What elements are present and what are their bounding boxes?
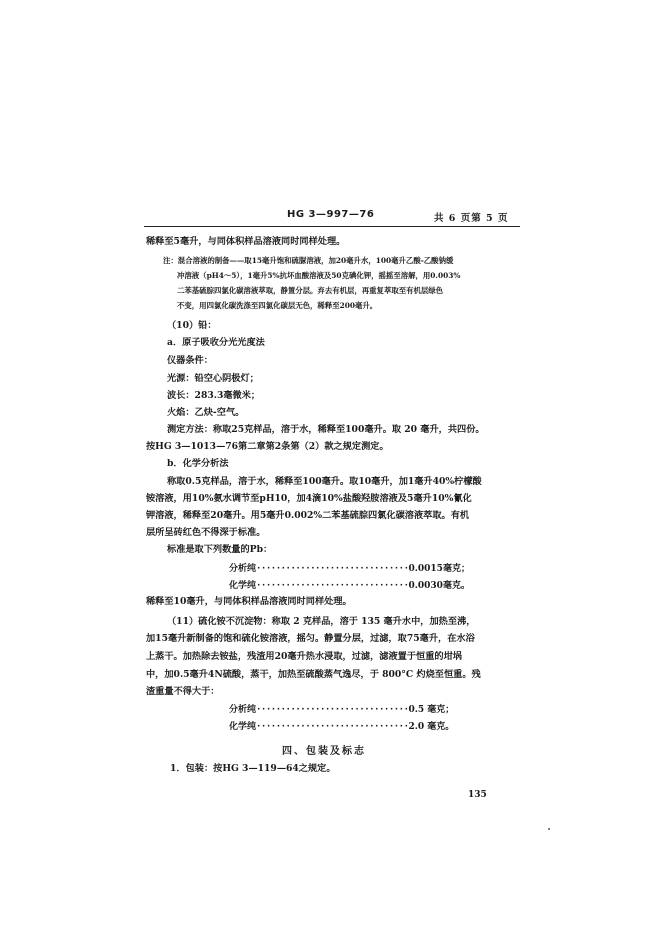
note-line: 冲溶液（pH4～5），1毫升5%抗坏血酸溶液及50克碘化钾，摇摇至溶解，用0.003% xyxy=(177,271,461,280)
wavelength: 波长：283.3毫微米； xyxy=(167,390,261,401)
section-10a-title: a．原子吸收分光光度法 xyxy=(167,337,265,348)
packing-line: 1．包装：按HG 3—119—64之规定。 xyxy=(170,763,336,774)
note-line: 不变，用四氯化碳洗涤至四氯化碳层无色，稀释至200毫升。 xyxy=(177,301,378,310)
page-number: 135 xyxy=(468,790,487,800)
paragraph-line: 加15毫升新制备的饱和硫化铵溶液，摇匀。静置分层，过滤，取75毫升，在水浴 xyxy=(146,633,475,644)
residue-level-analytical xyxy=(229,704,454,716)
paragraph-line: 渣重量不得大于： xyxy=(146,686,220,697)
paragraph-dilute-5ml: 稀释至5毫升，与同体积样品溶液同时同样处理。 xyxy=(146,236,346,247)
paragraph-line: 称取0.5克样品，溶于水，稀释至100毫升。取10毫升，加1毫升40%柠檬酸 xyxy=(167,476,482,487)
grade-value: 0.0030毫克。 xyxy=(408,581,470,591)
pb-level-chemical xyxy=(229,580,470,592)
paragraph-line: 钾溶液，稀释至20毫升。用5毫升0.002%二苯基硫腙四氯化碳溶液萃取。有机 xyxy=(146,510,470,521)
grade-name: 分析纯 xyxy=(229,564,257,574)
dot-leader: ······························· xyxy=(256,564,409,574)
instrument-conditions-label: 仪器条件： xyxy=(167,355,213,366)
paragraph-dilute-10ml: 稀释至10毫升，与同体积样品溶液同时同样处理。 xyxy=(146,596,352,607)
paragraph-line: 中，加0.5毫升4N硫酸，蒸干，加热至硫酸蒸气逸尽，于 800°C 灼烧至恒重。残 xyxy=(146,669,481,680)
grade-value: 0.0015毫克； xyxy=(408,564,470,574)
page-info: 共 6 页第 5 页 xyxy=(434,213,509,224)
paragraph-line: 铵溶液，用10%氨水调节至pH10，加4滴10%盐酸羟胺溶液及5毫升10%氰化 xyxy=(146,493,472,504)
standard-intro: 标准是取下列数量的Pb： xyxy=(167,544,273,555)
note-line: 注：混合溶液的制备——取15毫升饱和硫脲溶液，加20毫升水，100毫升乙酸-乙酸钠缓 xyxy=(163,256,454,265)
dot-leader: ······························· xyxy=(256,705,409,715)
paragraph-line: （11）硫化铵不沉淀物：称取 2 克样品，溶于 135 毫升水中，加热至沸， xyxy=(167,616,476,627)
grade-value: 2.0 毫克。 xyxy=(408,722,455,732)
section-4-title: 四、包装及标志 xyxy=(282,746,366,757)
grade-name: 化学纯 xyxy=(229,722,257,732)
paragraph-line: 层所呈砖红色不得深于标准。 xyxy=(146,527,266,538)
standard-number: HG 3—997—76 xyxy=(287,209,375,220)
note-line: 二苯基硫腙四氯化碳溶液萃取，静置分层。弃去有机层，再重复萃取至有机层绿色 xyxy=(177,286,444,295)
method-line-2: 按HG 3—1013—76第二章第2条第（2）款之规定测定。 xyxy=(146,441,389,452)
flame: 火焰：乙炔-空气。 xyxy=(167,407,245,418)
dot-leader: ······························· xyxy=(256,581,409,591)
method-line-1: 测定方法：称取25克样品，溶于水，稀释至100毫升。取 20 毫升，共四份。 xyxy=(167,424,485,435)
light-source: 光源：铅空心阴极灯； xyxy=(167,373,259,384)
scan-speck xyxy=(548,828,550,830)
dot-leader: ······························· xyxy=(256,722,409,732)
pb-level-analytical xyxy=(229,563,470,575)
grade-value: 0.5 毫克； xyxy=(408,705,455,715)
section-10-title: （10）铅： xyxy=(167,320,217,331)
section-10b-title: b．化学分析法 xyxy=(167,458,229,469)
grade-name: 化学纯 xyxy=(229,581,257,591)
header-rule xyxy=(144,226,520,227)
paragraph-line: 上蒸干。加热除去铵盐，残渣用20毫升热水浸取，过滤，滤液置于恒重的坩埚 xyxy=(146,651,462,662)
grade-name: 分析纯 xyxy=(229,705,257,715)
residue-level-chemical xyxy=(229,721,454,733)
